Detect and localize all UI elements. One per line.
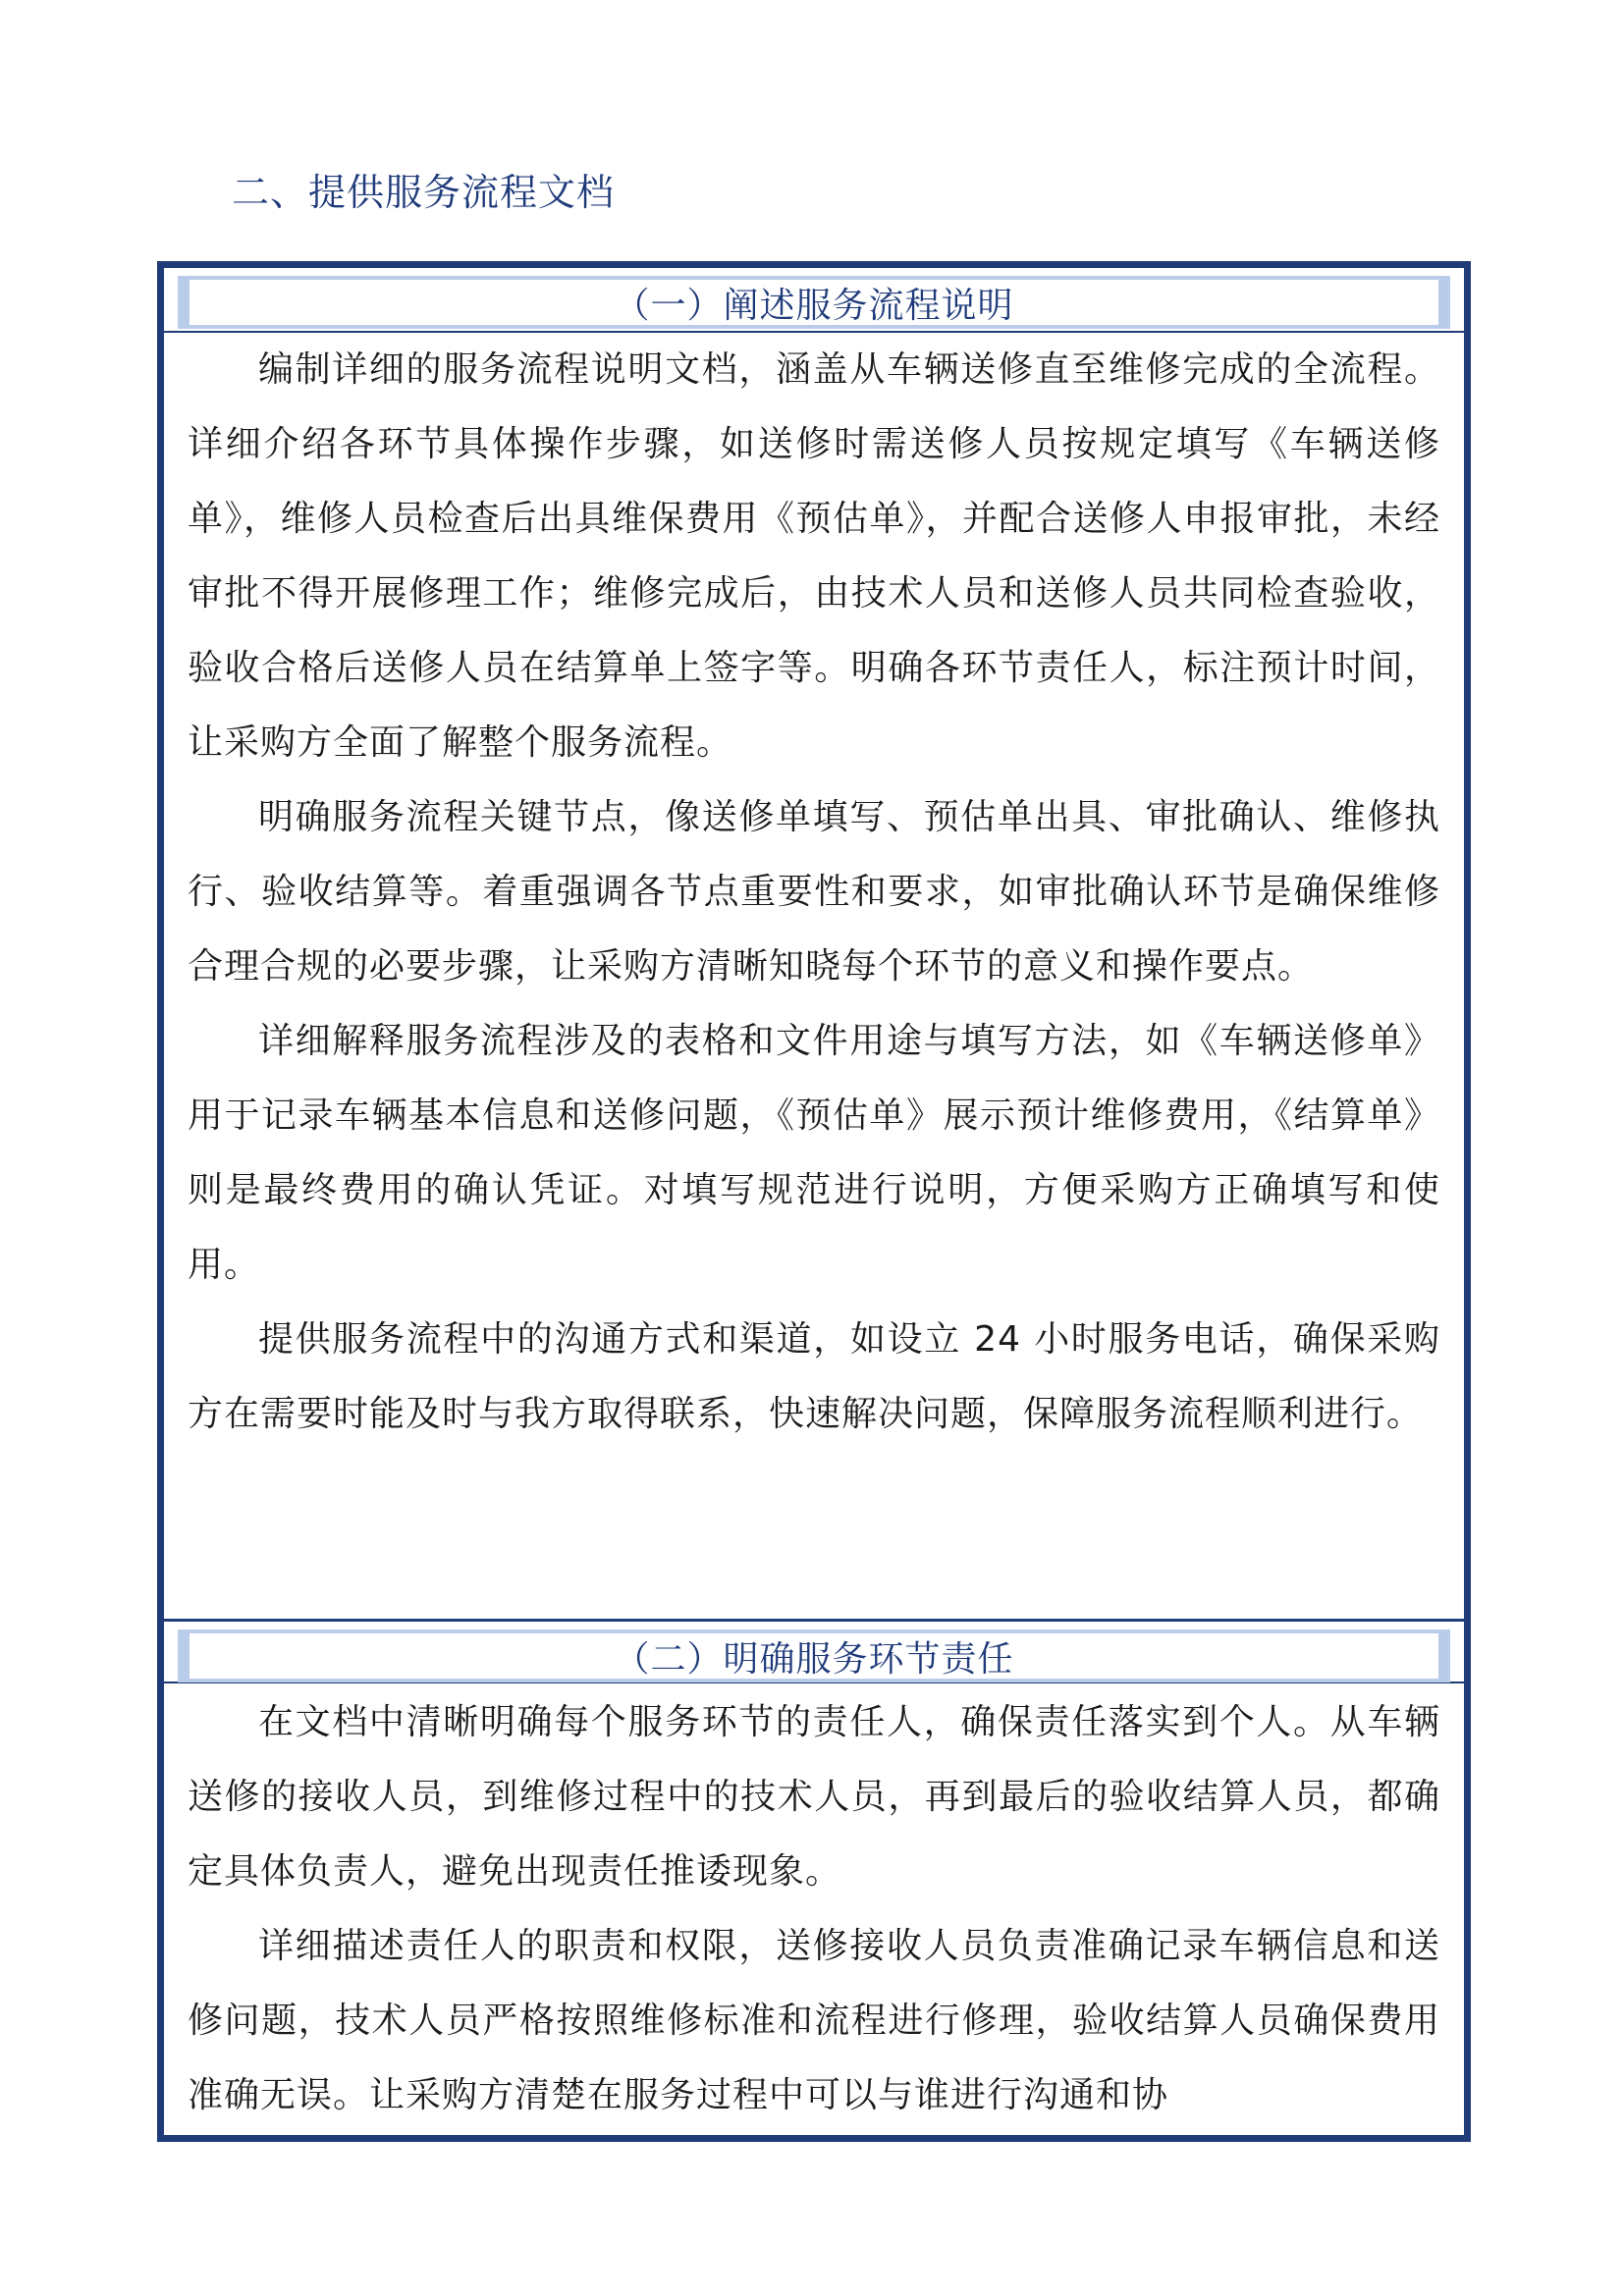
paragraph: 详细解释服务流程涉及的表格和文件用途与填写方法，如《车辆送修单》用于记录车辆基本信息和送修问题，《预估单》展示预计维修费用，《结算单》则是最终费用的确认凭证。对填写规范进行说明，方便采购方正确填写和使用。 [188, 1021, 1440, 1285]
section-1-body [188, 333, 1440, 1452]
paragraph: 详细描述责任人的职责和权限，送修接收人员负责准确记录车辆信息和送修问题，技术人员严格按照维修标准和流程进行修理，验收结算人员确保费用准确无误。让采购方清楚在服务过程中可以与谁进行沟通和协 [188, 1926, 1440, 2115]
section-2-header [164, 1619, 1464, 1683]
paragraph: 在文档中清晰明确每个服务环节的责任人，确保责任落实到个人。从车辆送修的接收人员，到维修过程中的技术人员，再到最后的验收结算人员，都确定具体负责人，避免出现责任推诿现象。 [188, 1702, 1440, 1892]
section-1-header [164, 268, 1464, 333]
section-2-title: （二）明确服务环节责任 [189, 1633, 1438, 1679]
page-heading: 二、提供服务流程文档 [232, 171, 616, 214]
section-2-body [188, 1685, 1440, 2133]
section-1-title: （一）阐述服务流程说明 [189, 280, 1438, 325]
document-frame [157, 261, 1471, 2142]
paragraph: 提供服务流程中的沟通方式和渠道，如设立 24 小时服务电话，确保采购方在需要时能及时与我方取得联系，快速解决问题，保障服务流程顺利进行。 [188, 1319, 1440, 1434]
paragraph: 编制详细的服务流程说明文档，涵盖从车辆送修直至维修完成的全流程。详细介绍各环节具体操作步骤，如送修时需送修人员按规定填写《车辆送修单》，维修人员检查后出具维保费用《预估单》，并配合送修人申报审批，未经审批不得开展修理工作；维修完成后，由技术人员和送修人员共同检查验收，验收合格后送修人员在结算单上签字等。明确各环节责任人，标注预计时间，让采购方全面了解整个服务流程。 [188, 349, 1440, 763]
paragraph: 明确服务流程关键节点，像送修单填写、预估单出具、审批确认、维修执行、验收结算等。着重强调各节点重要性和要求，如审批确认环节是确保维修合理合规的必要步骤，让采购方清晰知晓每个环节的意义和操作要点。 [188, 797, 1440, 987]
